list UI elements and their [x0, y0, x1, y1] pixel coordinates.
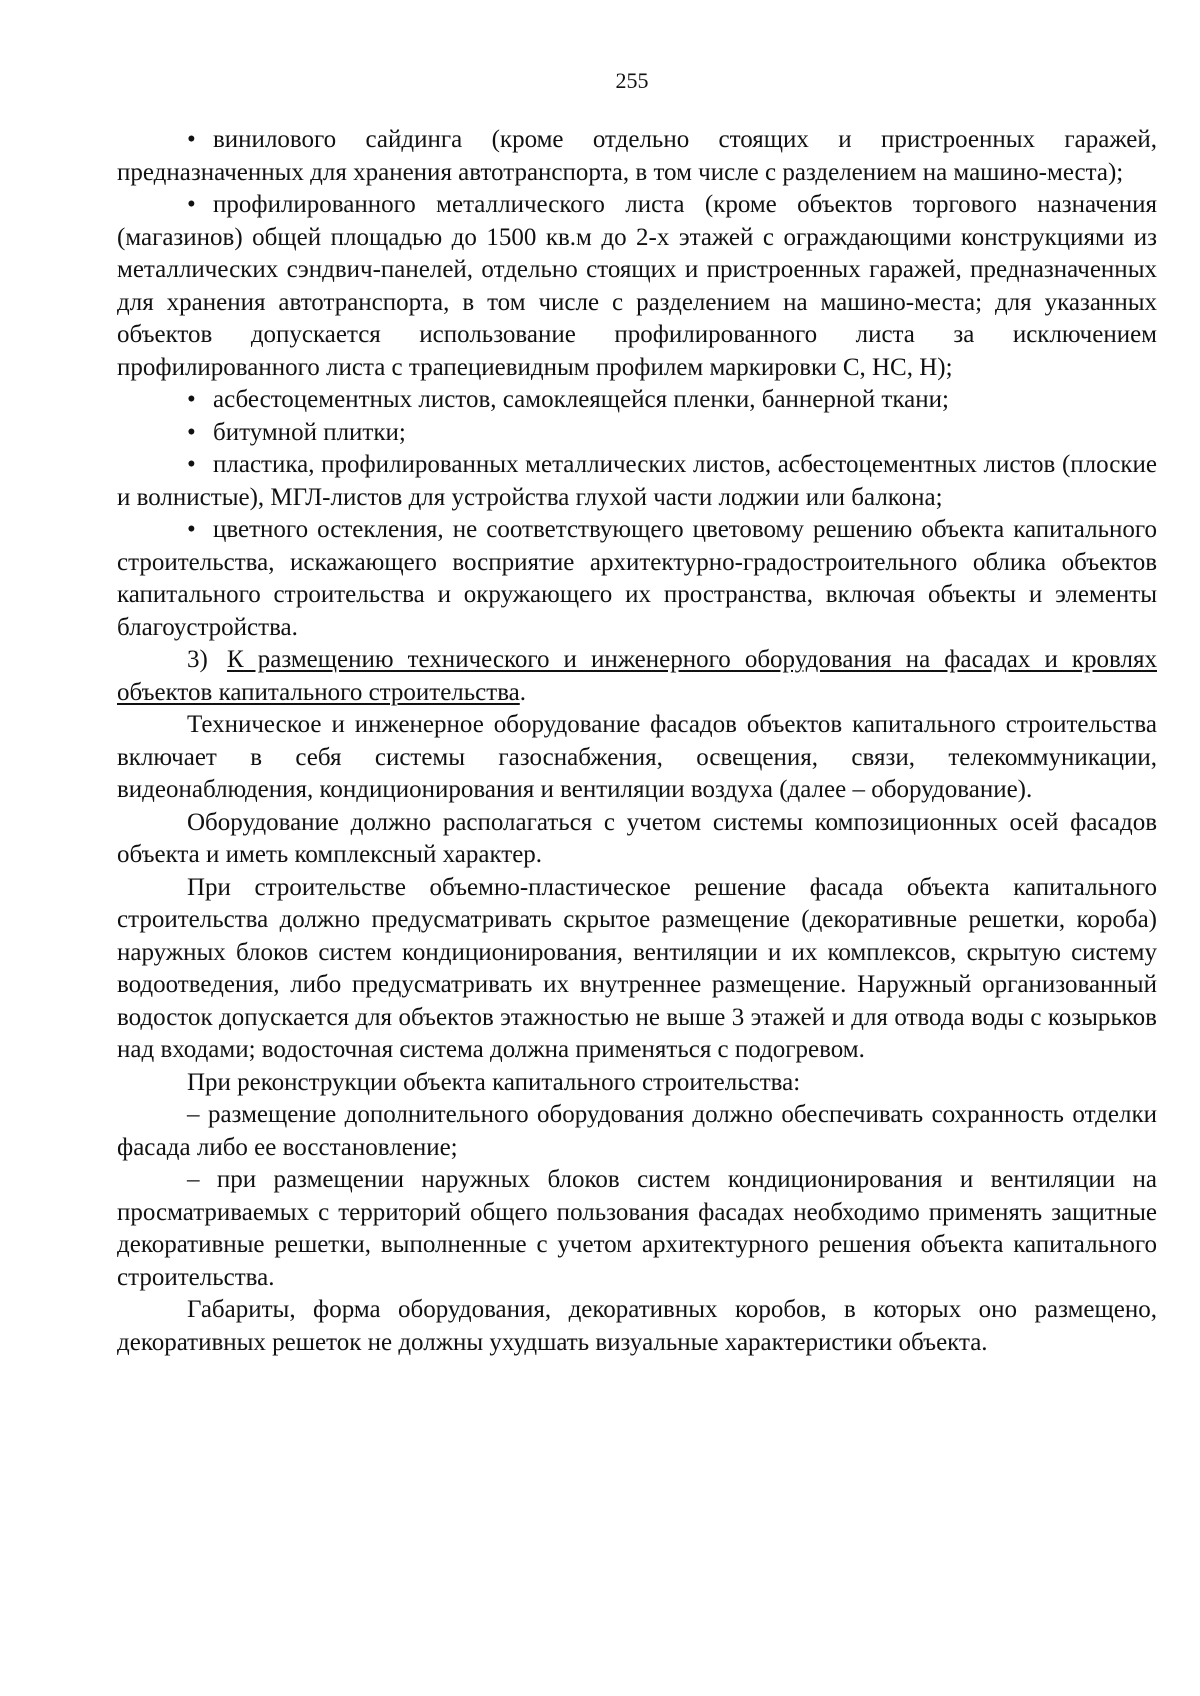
paragraph: При строительстве объемно-пластическое решение фасада объекта капитального строительства должно предусматривать скрытое размещение (декоративные решетки, короба) наружных блоков систем кондиционирования, вентиляции и их комплексов, скрытую систему водоотведения, либо предусматривать их внутреннее размещение. Наружный организованный водосток допускается для объектов этажностью не выше 3 этажей и для отвода воды с козырьков над входами; водосточная система должна применяться с подогревом.: [117, 873, 1157, 1063]
paragraph: Габариты, форма оборудования, декоративных коробов, в которых оно размещено, декоративных решеток не должны ухудшать визуальные характеристики объекта.: [117, 1296, 1157, 1356]
section-heading-end: .: [519, 678, 527, 706]
bullet-item: [117, 449, 1157, 514]
bullet-icon: •: [187, 516, 196, 543]
bullet-item: [117, 189, 1157, 384]
bullet-icon: •: [187, 386, 196, 413]
bullet-icon: •: [187, 418, 196, 446]
bullet-icon: •: [187, 191, 196, 218]
bullet-item: [117, 124, 1157, 189]
bullet-icon: •: [187, 451, 196, 478]
section-heading-text: К размещению технического и инженерного оборудования на фасадах и кровлях объектов капитального строительства: [117, 646, 1157, 706]
paragraph-dash-item: – при размещении наружных блоков систем кондиционирования и вентиляции на просматриваемых с территорий общего пользования фасадах необходимо применять защитные декоративные решетки, выполненные с учетом архитектурного решения объекта капитального строительства.: [117, 1166, 1157, 1291]
bullet-text: профилированного металлического листа (кроме объектов торгового назначения (магазинов) общей площадью до 1500 кв.м до 2-х этажей с ограждающими конструкциями из металлических сэндвич-панелей, отдельно стоящих и пристроенных гаражей, предназначенных для хранения автотранспорта, в том числе с разделением на машино-места; для указанных объектов допускается использование профилированного листа за исключением профилированного листа с трапециевидным профилем маркировки С, НС, Н);: [117, 191, 1157, 381]
bullet-item: [117, 417, 1157, 450]
bullet-text: винилового сайдинга (кроме отдельно стоящих и пристроенных гаражей, предназначенных для хранения автотранспорта, в том числе с разделением на машино-места);: [117, 126, 1157, 186]
bullet-text: асбестоцементных листов, самоклеящейся пленки, баннерной ткани;: [213, 386, 949, 413]
bullet-item: [117, 384, 1157, 417]
bullet-text: цветного остекления, не соответствующего цветовому решению объекта капитального строительства, искажающего восприятие архитектурно-градостроительного облика объектов капитального строительства и окружающего их пространства, включая объекты и элементы благоустройства.: [117, 516, 1157, 641]
bullet-icon: •: [187, 126, 196, 153]
paragraph: Техническое и инженерное оборудование фасадов объектов капитального строительства включает в себя системы газоснабжения, освещения, связи, телекоммуникации, видеонаблюдения, кондиционирования и вентиляции воздуха (далее – оборудование).: [117, 711, 1157, 803]
bullet-text: пластика, профилированных металлических листов, асбестоцементных листов (плоские и волнистые), МГЛ-листов для устройства глухой части лоджии или балкона;: [117, 451, 1157, 511]
paragraph-dash-item: – размещение дополнительного оборудования должно обеспечивать сохранность отделки фасада либо ее восстановление;: [117, 1101, 1157, 1161]
paragraph: При реконструкции объекта капитального строительства:: [187, 1068, 801, 1096]
document-page: [117, 66, 1157, 1359]
paragraph: Оборудование должно располагаться с учетом системы композиционных осей фасадов объекта и иметь комплексный характер.: [117, 808, 1157, 868]
bullet-text: битумной плитки;: [213, 418, 406, 446]
page-number: 255: [615, 68, 649, 93]
section-number: 3): [187, 646, 208, 673]
bullet-item: [117, 514, 1157, 644]
section-heading: [117, 644, 1157, 709]
